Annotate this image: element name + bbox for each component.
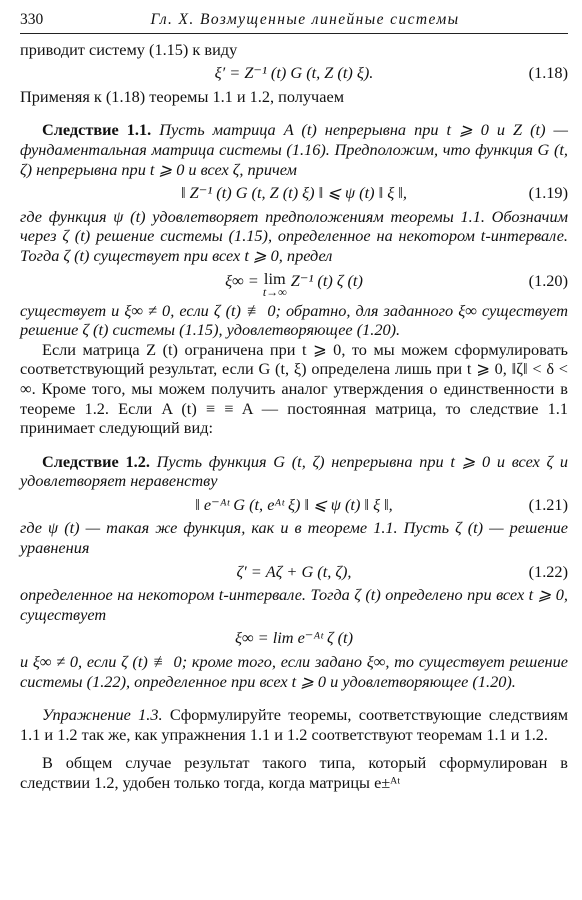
- equation-number: (1.21): [528, 494, 568, 514]
- corollary-label: Следствие 1.2.: [42, 451, 150, 471]
- corollary-1-1-conclusion: существует и ξ∞ ≠ 0, если ζ (t) ≢ 0; обратно, для заданного ξ∞ существует решение ζ (t) системы (1.15), удовлетворяющее (1.20).: [20, 300, 568, 340]
- running-header: [20, 10, 568, 34]
- equation-lhs: ξ∞ =: [225, 270, 263, 290]
- exercise-paragraph: [20, 705, 568, 744]
- equation-body: ‖ e⁻ᴬᵗ G (t, eᴬᵗ ξ) ‖ ⩽ ψ (t) ‖ ξ ‖,: [195, 494, 393, 514]
- equation-number: (1.19): [528, 183, 568, 203]
- intro-paragraph: приводит систему (1.15) к виду: [20, 39, 238, 59]
- intro-paragraph-2: Применяя к (1.18) теоремы 1.1 и 1.2, получаем: [20, 86, 344, 106]
- chapter-title: Гл. X. Возмущенные линейные системы: [150, 11, 460, 28]
- equation-1-18: [20, 63, 568, 83]
- corollary-1-2-statement: [20, 452, 568, 491]
- corollary-text: Пусть матрица A (t) непрерывна при t ⩾ 0 и Z (t) — фундаментальная матрица системы (1.16). Предположим, что функция G (t, ζ) непрерывна при t ⩾ 0 и всех ζ, причем: [20, 120, 568, 179]
- page-number: 330: [20, 11, 44, 28]
- equation-number: (1.18): [528, 63, 568, 83]
- final-paragraph: В общем случае результат такого типа, который сформулирован в следствии 1.2, удобен только тогда, когда матрицы e±ᴬᵗ: [20, 753, 568, 792]
- equation-limit: [20, 628, 568, 648]
- corollary-label: Следствие 1.1.: [42, 120, 152, 140]
- corollary-1-2-domain: определенное на некотором t-интервале. Тогда ζ (t) определено при всех t ⩾ 0, существует: [20, 585, 568, 624]
- equation-body: ξ∞ = lim e⁻ᴬᵗ ζ (t): [234, 628, 353, 648]
- equation-body: ‖ Z⁻¹ (t) G (t, Z (t) ξ) ‖ ⩽ ψ (t) ‖ ξ ‖,: [181, 183, 407, 203]
- equation-body: ξ′ = Z⁻¹ (t) G (t, Z (t) ξ).: [214, 63, 374, 83]
- equation-1-21: [20, 495, 568, 515]
- equation-number: (1.22): [528, 561, 568, 581]
- corollary-1-1-continued: где функция ψ (t) удовлетворяет предположениям теоремы 1.1. Обозначим через ζ (t) решение системы (1.15), определенное на некотором t-интервале. Тогда ζ (t) существует при всех t ⩾ 0, предел: [20, 206, 568, 265]
- limit-operator: [262, 268, 287, 299]
- corollary-1-2-continued: где ψ (t) — такая же функция, как и в теореме 1.1. Пусть ζ (t) — решение уравнения: [20, 518, 568, 558]
- equation-number: (1.20): [528, 270, 568, 290]
- equation-1-19: [20, 183, 568, 203]
- exercise-label: Упражнение 1.3.: [42, 705, 163, 725]
- equation-body: ζ′ = Aζ + G (t, ζ),: [236, 561, 352, 581]
- limit-word: lim: [263, 268, 286, 288]
- equation-1-22: [20, 562, 568, 582]
- limit-subscript: t→∞: [262, 284, 287, 299]
- exercise-text: Сформулируйте теоремы, соответствующие следствиям 1.1 и 1.2 так же, как упражнения 1.1 и 1.2 соответствуют теоремам 1.1 и 1.2.: [20, 705, 568, 744]
- corollary-1-2-conclusion: и ξ∞ ≠ 0, если ζ (t) ≢ 0; кроме того, если задано ξ∞, то существует решение системы (1.22), определенное при всех t ⩾ 0 и удовлетворяющее (1.20).: [20, 652, 568, 691]
- equation-1-20: [20, 268, 568, 299]
- corollary-1-1-statement: [20, 120, 568, 179]
- remark-paragraph: Если матрица Z (t) ограничена при t ⩾ 0, то мы можем сформулировать соответствующий результат, если G (t, ξ) определена лишь при t ⩾ 0, ‖ζ‖ < δ < ∞. Кроме того, мы можем получить аналог утверждения о единственности в теореме 1.2. Если A (t) ≡ ≡ A — постоянная матрица, то следствие 1.1 принимает следующий вид:: [20, 339, 568, 438]
- equation-rhs: Z⁻¹ (t) ζ (t): [286, 270, 363, 290]
- corollary-text: Пусть функция G (t, ζ) непрерывна при t ⩾ 0 и всех ζ и удовлетворяет неравенству: [20, 451, 568, 491]
